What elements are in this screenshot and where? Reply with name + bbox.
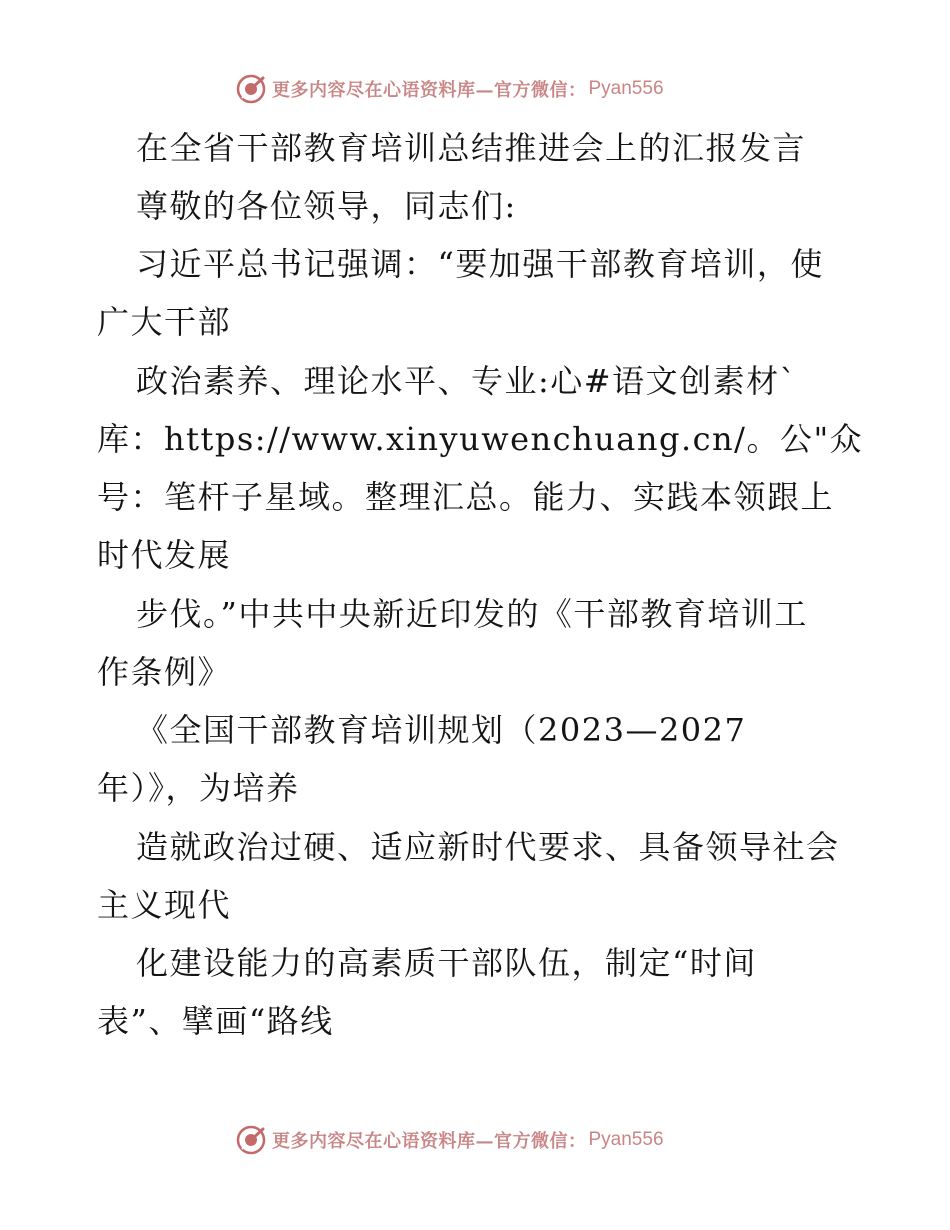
text-line: 表”、擘画“路线 [97, 1002, 334, 1040]
watermark-text: 更多内容尽在心语资料库—官方微信： [272, 1131, 587, 1152]
text-line: 主义现代 [97, 886, 232, 924]
text-line: 《全国干部教育培训规划（2023—2027 [136, 711, 747, 749]
text-line: 习近平总书记强调：“要加强干部教育培训，使 [136, 245, 824, 283]
text-line: 号：笔杆子星域。整理汇总。能力、实践本领跟上 [97, 478, 835, 516]
text-line: 广大干部 [97, 303, 232, 341]
text-line: 时代发展 [97, 536, 232, 574]
pen-logo-icon [236, 74, 266, 104]
text-line: 造就政治过硬、适应新时代要求、具备领导社会 [136, 828, 840, 866]
watermark-text: 更多内容尽在心语资料库—官方微信： [272, 80, 587, 101]
text-line: 化建设能力的高素质干部队伍，制定“时间 [136, 944, 757, 982]
header-watermark [236, 72, 716, 106]
text-line: 库：https://www.xinyuwenchuang.cn/。公"众 [97, 420, 864, 458]
watermark-id: Pyan556 [588, 78, 664, 99]
document-title: 在全省干部教育培训总结推进会上的汇报发言 [136, 129, 807, 167]
watermark-id: Pyan556 [588, 1129, 664, 1150]
footer-watermark [236, 1123, 716, 1157]
text-line: 政治素养、理论水平、专业:心#语文创素材` [136, 362, 798, 400]
text-line: 尊敬的各位领导，同志们: [136, 187, 517, 225]
pen-logo-icon [236, 1125, 266, 1155]
text-line: 年）》，为培养 [97, 769, 300, 807]
text-line: 步伐。”中共中央新近印发的《干部教育培训工 [136, 595, 808, 633]
text-line: 作条例》 [97, 653, 232, 691]
